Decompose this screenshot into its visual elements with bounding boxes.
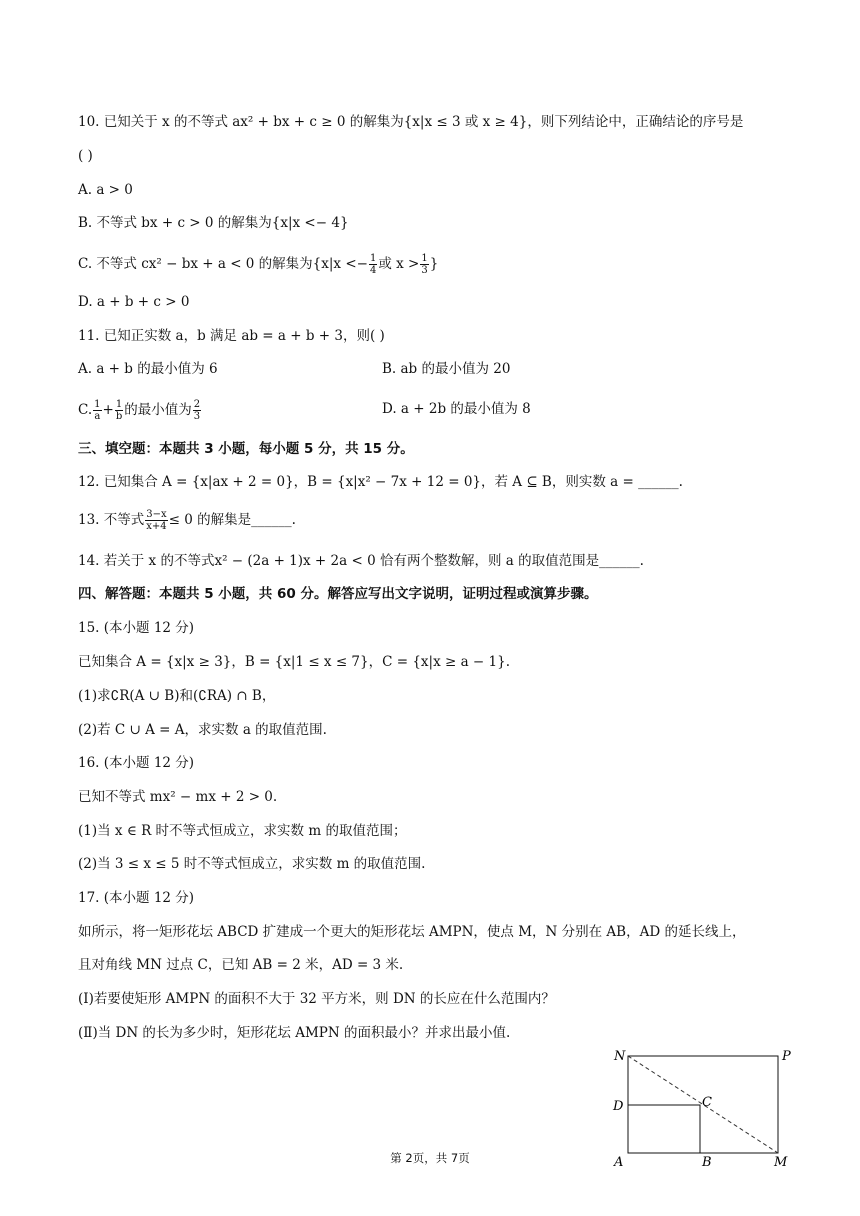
q10-option-a: A. a > 0 bbox=[78, 182, 133, 198]
q11-option-d: D. a + 2b 的最小值为 8 bbox=[382, 401, 531, 417]
fraction: $\frac{2}{3}$ bbox=[193, 399, 201, 422]
label-p: P bbox=[782, 1049, 791, 1064]
q11-option-c-label: C. bbox=[78, 402, 93, 418]
label-a: A bbox=[614, 1155, 624, 1170]
label-c: C bbox=[702, 1095, 712, 1110]
q16-stem: 已知不等式 mx² − mx + 2 > 0. bbox=[78, 789, 278, 805]
q15-heading: 15. (本小题 12 分) bbox=[78, 620, 195, 636]
inner-rectangle-abcd bbox=[628, 1105, 700, 1153]
q10-option-c-text1: C. 不等式 cx² − bx + a < 0 的解集为{x|x <− bbox=[78, 256, 368, 272]
q10-option-d: D. a + b + c > 0 bbox=[78, 294, 190, 310]
q17-stem-line2: 且对角线 MN 过点 C，已知 AB = 2 米，AD = 3 米. bbox=[78, 957, 404, 973]
q12: 12. 已知集合 A = {x|ax + 2 = 0}，B = {x|x² − 7x + 12 = 0}，若 A ⊆ B，则实数 a = ______. bbox=[78, 474, 683, 490]
plus-sign: + bbox=[102, 402, 114, 418]
q10-stem-line1: 10. 已知关于 x 的不等式 ax² + bx + c ≥ 0 的解集为{x|x ≤ 3 或 x ≥ 4}，则下列结论中，正确结论的序号是 bbox=[78, 114, 744, 130]
q10-option-c-text2: 或 x > bbox=[378, 256, 420, 272]
q17-part1: (Ⅰ)若要使矩形 AMPN 的面积不大于 32 平方米，则 DN 的长应在什么范围内？ bbox=[78, 991, 555, 1007]
fraction: $\frac{1}{b}$ bbox=[115, 399, 123, 422]
q16-part1: (1)当 x ∈ R 时不等式恒成立，求实数 m 的取值范围； bbox=[78, 823, 407, 839]
q11-option-c-text: 的最小值为 bbox=[124, 402, 192, 418]
q16-part2: (2)当 3 ≤ x ≤ 5 时不等式恒成立，求实数 m 的取值范围. bbox=[78, 856, 426, 872]
label-n: N bbox=[614, 1049, 626, 1064]
q15-part1: (1)求∁R(A ∪ B)和(∁RA) ∩ B， bbox=[78, 688, 276, 704]
fraction: $\frac{1}{a}$ bbox=[94, 399, 101, 422]
q17-part2: (Ⅱ)当 DN 的长为多少时，矩形花坛 AMPN 的面积最小？并求出最小值. bbox=[78, 1025, 511, 1041]
q14: 14. 若关于 x 的不等式x² − (2a + 1)x + 2a < 0 恰有两个整数解，则 a 的取值范围是______. bbox=[78, 553, 644, 569]
section-4-heading: 四、解答题：本题共 5 小题，共 60 分。解答应写出文字说明，证明过程或演算步骤。 bbox=[78, 586, 598, 602]
q11-option-c bbox=[78, 399, 202, 422]
label-m: M bbox=[774, 1155, 788, 1170]
label-b: B bbox=[702, 1155, 712, 1170]
q16-heading: 16. (本小题 12 分) bbox=[78, 755, 195, 771]
q11-option-b: B. ab 的最小值为 20 bbox=[382, 361, 511, 377]
q17-stem-line1: 如所示，将一矩形花坛 ABCD 扩建成一个更大的矩形花坛 AMPN，使点 M，N 分别在 AB，AD 的延长线上， bbox=[78, 924, 746, 940]
q15-part2: (2)若 C ∪ A = A，求实数 a 的取值范围. bbox=[78, 722, 327, 738]
q10-option-b: B. 不等式 bx + c > 0 的解集为{x|x <− 4} bbox=[78, 215, 349, 231]
q11-stem: 11. 已知正实数 a，b 满足 ab = a + b + 3，则( ) bbox=[78, 328, 385, 344]
q13 bbox=[78, 509, 296, 532]
section-3-heading: 三、填空题：本题共 3 小题，每小题 5 分，共 15 分。 bbox=[78, 441, 414, 457]
page-footer: 第 2页，共 7页 bbox=[390, 1151, 470, 1165]
q11-option-a: A. a + b 的最小值为 6 bbox=[78, 361, 218, 377]
q10-option-c-text3: } bbox=[429, 256, 439, 272]
q17-heading: 17. (本小题 12 分) bbox=[78, 890, 195, 906]
q10-stem-line2: ( ) bbox=[78, 148, 93, 164]
fraction: $\frac{1}{3}$ bbox=[421, 253, 428, 276]
fraction: $\frac{3-x}{x+4}$ bbox=[146, 509, 167, 532]
q15-stem: 已知集合 A = {x|x ≥ 3}，B = {x|1 ≤ x ≤ 7}，C = {x|x ≥ a − 1}. bbox=[78, 654, 510, 670]
q10-option-c bbox=[78, 253, 438, 276]
q13-text2: ≤ 0 的解集是______. bbox=[168, 512, 296, 528]
fraction: $\frac{1}{4}$ bbox=[369, 253, 377, 276]
label-d: D bbox=[613, 1099, 624, 1114]
q13-text1: 13. 不等式 bbox=[78, 512, 145, 528]
